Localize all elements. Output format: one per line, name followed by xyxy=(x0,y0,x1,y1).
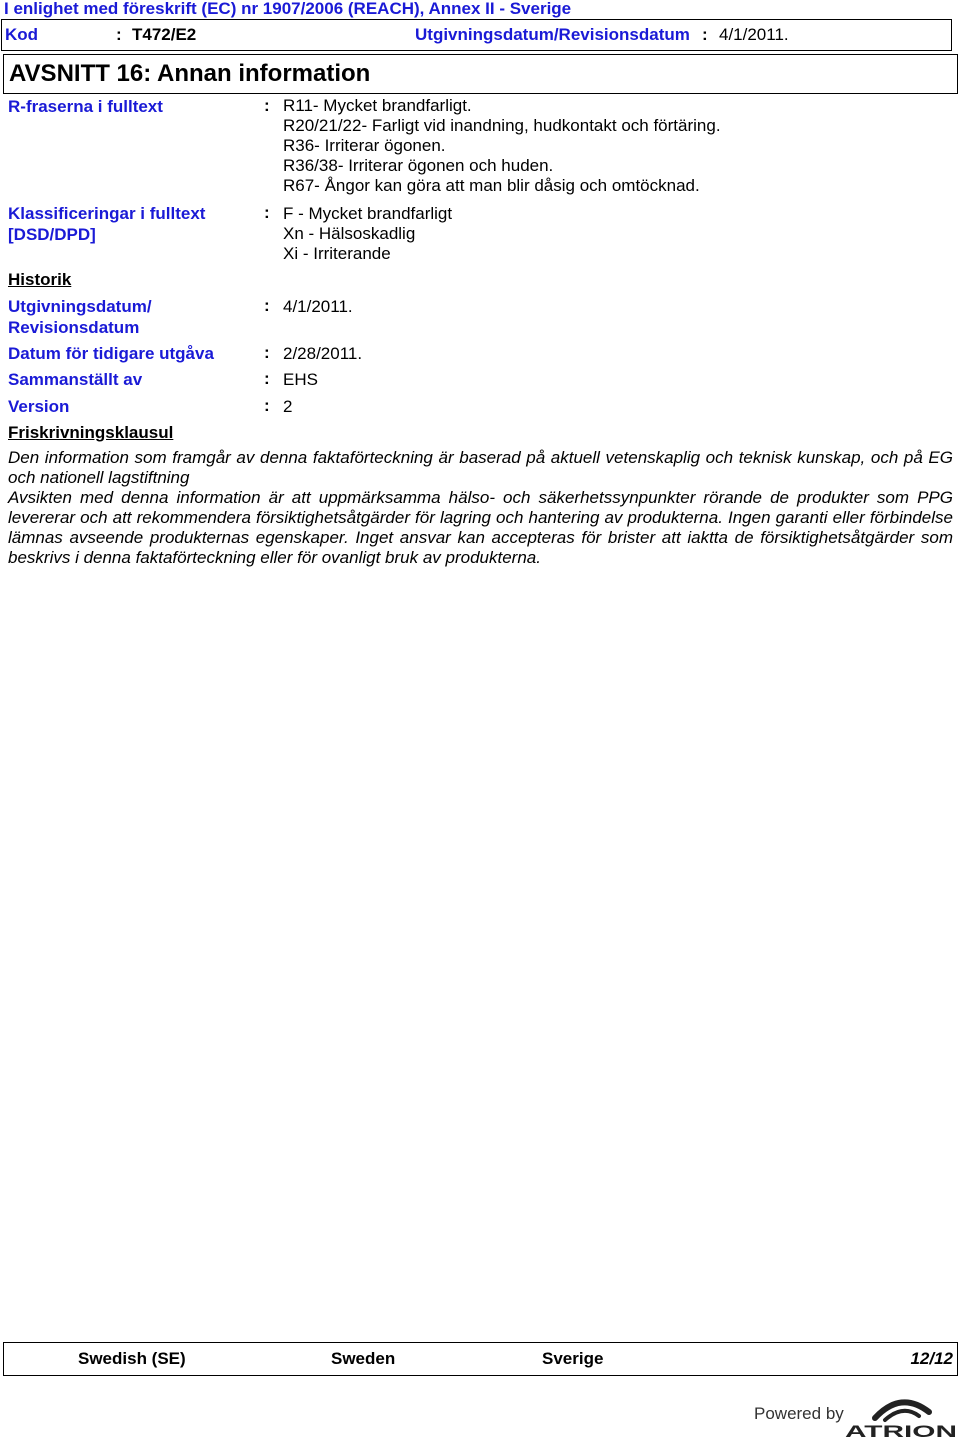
footer-language: Swedish (SE) xyxy=(78,1349,186,1368)
footer-country-local: Sverige xyxy=(542,1349,604,1368)
disclaimer-heading: Friskrivningsklausul xyxy=(8,423,174,442)
r-phrase-line: R11- Mycket brandfarligt. xyxy=(283,96,472,115)
r-phrase-line: R36- Irriterar ögonen. xyxy=(283,136,446,155)
compiled-by-label: Sammanställt av xyxy=(8,370,143,389)
code-label: Kod xyxy=(5,25,39,44)
revision-date-label: Utgivningsdatum/Revisionsdatum xyxy=(415,25,690,44)
issue-date-label-line1: Utgivningsdatum/ xyxy=(8,297,152,316)
version-colon: : xyxy=(264,396,270,415)
classification-label-line1: Klassificeringar i fulltext xyxy=(8,204,206,223)
disclaimer-paragraph: Den information som framgår av denna faktaförteckning är baserad på aktuell vetenskaplig och teknisk kunskap, och på EG och nationell lagstiftning xyxy=(8,448,953,487)
section-header xyxy=(3,54,958,94)
classification-line: Xi - Irriterande xyxy=(283,244,391,263)
classification-line: F - Mycket brandfarligt xyxy=(283,204,453,223)
r-phrase-line: R20/21/22- Farligt vid inandning, hudkontakt och förtäring. xyxy=(283,116,721,135)
atrion-logo-text: ATRION xyxy=(845,1422,957,1438)
revision-date-colon: : xyxy=(702,25,708,44)
section-title: AVSNITT 16: Annan information xyxy=(9,60,371,87)
code-bar xyxy=(1,19,952,51)
r-phrase-line: R36/38- Irriterar ögonen och huden. xyxy=(283,156,554,175)
r-phrases-label: R-fraserna i fulltext xyxy=(8,97,163,116)
atrion-logo-icon xyxy=(845,1392,957,1438)
compiled-by-colon: : xyxy=(264,369,270,388)
classification-label-line2: [DSD/DPD] xyxy=(8,225,96,244)
previous-date-label: Datum för tidigare utgåva xyxy=(8,344,214,363)
document-header-title: I enlighet med föreskrift (EC) nr 1907/2006 (REACH), Annex II - Sverige xyxy=(4,0,572,18)
classification-colon: : xyxy=(264,203,270,222)
previous-date-value: 2/28/2011. xyxy=(283,344,363,363)
version-value: 2 xyxy=(283,397,293,416)
issue-date-colon: : xyxy=(264,296,270,315)
previous-date-colon: : xyxy=(264,343,270,362)
footer-country: Sweden xyxy=(331,1349,396,1368)
powered-by-text: Powered by xyxy=(754,1404,844,1423)
revision-date-value: 4/1/2011. xyxy=(719,25,789,44)
code-colon: : xyxy=(116,25,122,44)
issue-date-value: 4/1/2011. xyxy=(283,297,353,316)
r-phrases-colon: : xyxy=(264,96,270,115)
version-label: Version xyxy=(8,397,70,416)
history-heading: Historik xyxy=(8,270,72,289)
classification-line: Xn - Hälsoskadlig xyxy=(283,224,416,243)
issue-date-label-line2: Revisionsdatum xyxy=(8,318,140,337)
r-phrase-line: R67- Ångor kan göra att man blir dåsig och omtöcknad. xyxy=(283,176,700,195)
code-value: T472/E2 xyxy=(132,25,197,44)
page-footer xyxy=(3,1342,958,1376)
disclaimer-paragraph: Avsikten med denna information är att uppmärksamma hälso- och säkerhetssynpunkter rörande de produkter som PPG levererar och att rekommendera försiktighetsåtgärder för lagring och hantering av produkterna. Ingen garanti eller förbindelse lämnas avseende produkternas egenskaper. Inget ansvar kan accepteras för brister att iaktta de försiktighetsåtgärder som beskrivs i denna faktaförteckning eller för ovanligt bruk av produkterna. xyxy=(8,488,953,567)
compiled-by-value: EHS xyxy=(283,370,318,389)
footer-page-number: 12/12 xyxy=(910,1349,953,1368)
